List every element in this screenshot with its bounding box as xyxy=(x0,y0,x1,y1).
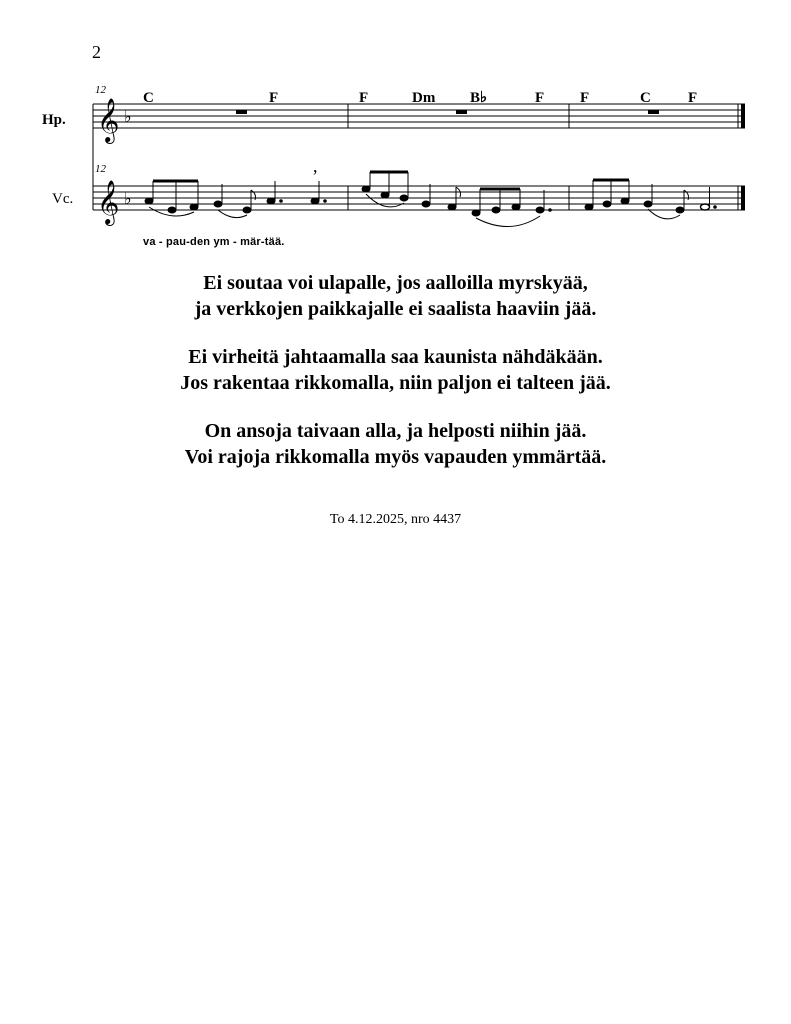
chord-symbol: F xyxy=(269,90,279,106)
poem-line: Ei soutaa voi ulapalle, jos aalloilla myrskyää, xyxy=(203,272,588,294)
measure-number: 12 xyxy=(95,163,106,175)
cello-notes xyxy=(145,156,716,227)
chord-symbol: C xyxy=(640,90,651,106)
whole-rest-icon xyxy=(648,110,659,114)
flat-icon: ♭ xyxy=(124,189,132,208)
date-footer: To 4.12.2025, nro 4437 xyxy=(329,512,462,527)
chord-symbol: F xyxy=(535,90,545,106)
cello-staff xyxy=(52,156,745,227)
poem-line: Voi rajoja rikkomalla myös vapauden ymmärtää. xyxy=(184,446,607,468)
chord-symbol: F xyxy=(580,90,590,106)
chord-symbol: F xyxy=(688,90,698,106)
music-score xyxy=(0,0,791,260)
poem-line: Jos rakentaa rikkomalla, niin paljon ei talteen jää. xyxy=(180,372,611,394)
instrument-name-cello: Vc. xyxy=(52,191,74,207)
stanza-1 xyxy=(0,270,791,322)
whole-rest-icon xyxy=(456,110,467,114)
flat-icon: ♭ xyxy=(124,107,132,126)
lyrics: va - pau-den ym - mär-tää. xyxy=(143,236,285,248)
page-number: 2 xyxy=(92,42,101,62)
treble-clef-icon: 𝄞 xyxy=(97,180,120,224)
stanza-3 xyxy=(0,418,791,470)
treble-clef-icon: 𝄞 xyxy=(97,98,120,142)
poem-line: ja verkkojen paikkajalle ei saalista haaviin jää. xyxy=(194,298,597,320)
chord-symbol: B♭ xyxy=(470,90,488,106)
breath-mark-icon: , xyxy=(313,156,318,176)
poem xyxy=(0,270,791,492)
chord-symbol: Dm xyxy=(412,90,436,106)
measure-number: 12 xyxy=(95,84,106,96)
instrument-name-harp: Hp. xyxy=(42,112,66,128)
chord-symbol: C xyxy=(143,90,154,106)
chord-symbol: F xyxy=(359,90,369,106)
poem-line: On ansoja taivaan alla, ja helposti niihin jää. xyxy=(204,420,587,442)
stanza-2 xyxy=(0,344,791,396)
whole-rest-icon xyxy=(236,110,247,114)
poem-line: Ei virheitä jahtaamalla saa kaunista nähdäkään. xyxy=(188,346,603,368)
harp-staff xyxy=(42,84,745,210)
